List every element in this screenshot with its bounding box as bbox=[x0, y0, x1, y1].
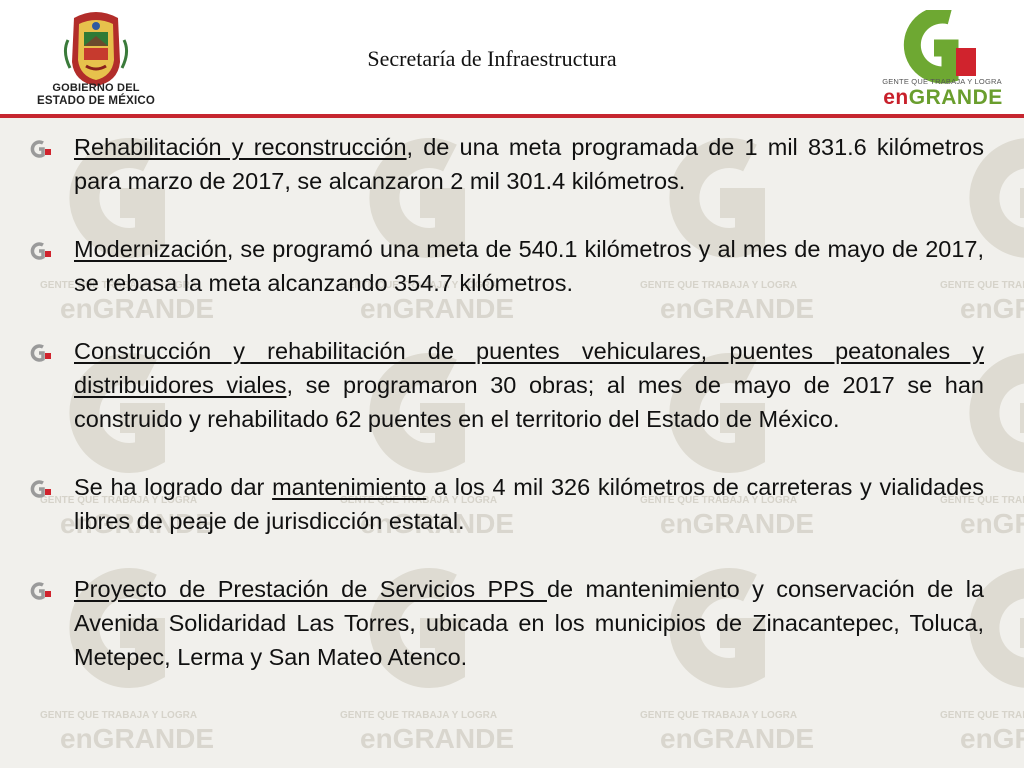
bullet-heading: Proyecto de Prestación de Servicios PPS bbox=[74, 576, 547, 602]
g-bullet-icon bbox=[30, 480, 52, 498]
bullet-text: , se programaron 30 obras; al mes de mayo de 2017 se han construido y rehabilitado 62 puentes en el territorio del Estado de México. bbox=[74, 372, 984, 432]
bullet-text: , se programó una meta de 540.1 kilómetros y al mes de mayo de 2017, se rebasa la meta alcanzando 354.7 kilómetros. bbox=[74, 236, 984, 296]
g-bullet-icon bbox=[30, 344, 52, 362]
bullet-list bbox=[30, 130, 984, 674]
brand-wordmark-prefix: en bbox=[883, 86, 909, 109]
government-name-line-1: GOBIERNO DEL bbox=[52, 82, 140, 94]
brand-wordmark-main: GRANDE bbox=[908, 86, 1003, 109]
list-item bbox=[30, 334, 984, 436]
brand-wordmark bbox=[878, 86, 1008, 110]
list-item bbox=[30, 572, 984, 674]
brand-tagline: GENTE QUE TRABAJA Y LOGRA bbox=[882, 77, 1002, 86]
bullet-text-lead: Se ha logrado dar bbox=[74, 474, 273, 500]
header-bar bbox=[0, 0, 1024, 114]
g-bullet-icon bbox=[30, 242, 52, 260]
bullet-text: de mantenimiento y conservación de la Avenida Solidaridad Las Torres, ubicada en los municipios de Zinacantepec, Toluca, Metepec, Lerma y San Mateo Atenco. bbox=[74, 576, 984, 670]
bullet-heading: mantenimiento bbox=[272, 474, 427, 500]
bullet-heading: Modernización bbox=[74, 236, 227, 262]
bullet-text: a los 4 mil 326 kilómetros de carreteras y vialidades libres de peaje de jurisdicción estatal. bbox=[74, 474, 985, 534]
list-item bbox=[30, 130, 984, 198]
list-item bbox=[30, 232, 984, 300]
header-divider bbox=[0, 114, 1024, 118]
bullet-heading: Rehabilitación y reconstrucción bbox=[74, 134, 407, 160]
g-bullet-icon bbox=[30, 140, 52, 158]
list-item bbox=[30, 470, 984, 538]
government-name-line-2: ESTADO DE MÉXICO bbox=[37, 95, 155, 107]
g-bullet-icon bbox=[30, 582, 52, 600]
bullet-heading: Construcción y rehabilitación de puentes vehiculares, puentes peatonales y distribuidores viales bbox=[74, 338, 984, 398]
bullet-text: , de una meta programada de 1 mil 831.6 kilómetros para marzo de 2017, se alcanzaron 2 mil 301.4 kilómetros. bbox=[74, 134, 984, 194]
page-title: Secretaría de Infraestructura bbox=[367, 46, 617, 71]
